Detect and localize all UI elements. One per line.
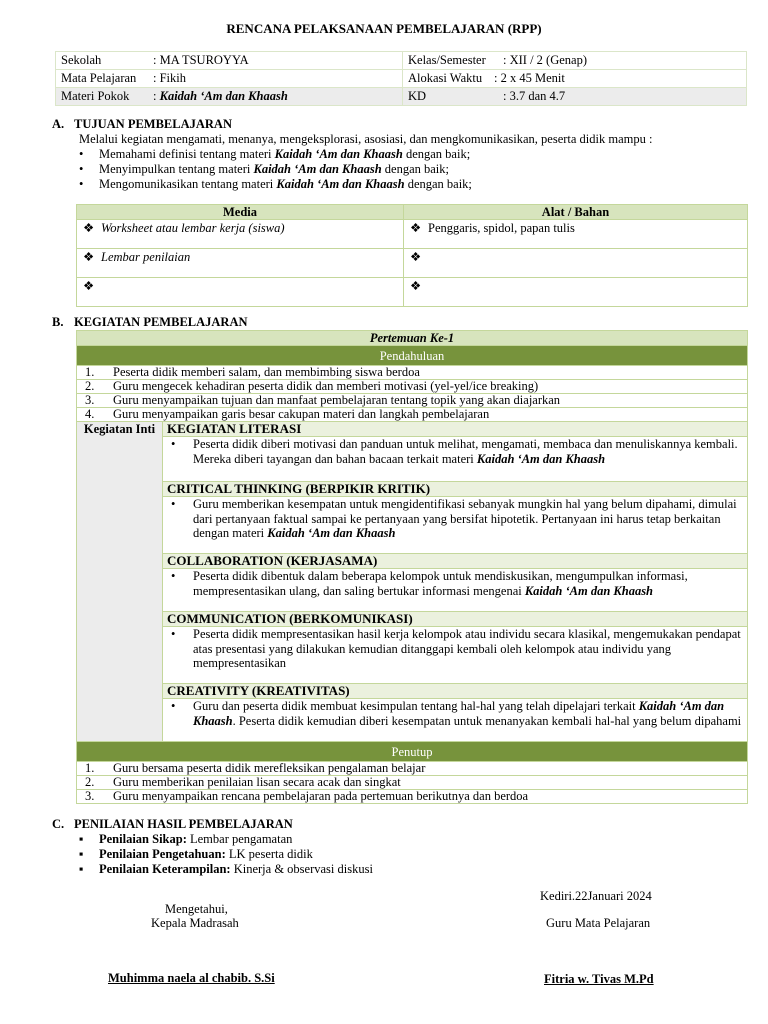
inti-section-title: KEGIATAN LITERASI: [163, 422, 748, 437]
media-row: [77, 278, 748, 307]
sekolah-value: : MA TSUROYYA: [153, 53, 249, 68]
bullet-icon: •: [79, 147, 84, 161]
assessment-item: ▪ Penilaian Pengetahuan: LK peserta didik: [79, 847, 313, 861]
objective-item: • Menyimpulkan tentang materi Kaidah ‘Am dan Khaash dengan baik;: [79, 162, 449, 176]
bullet-icon: •: [79, 162, 84, 176]
signature-right-role: Guru Mata Pelajaran: [546, 916, 651, 930]
signature-left-line2: Kepala Madrasah: [151, 916, 239, 930]
diamond-bullet-icon: ❖: [410, 250, 422, 265]
penutup-item: 1. Guru bersama peserta didik merefleksikan pengalaman belajar: [77, 762, 748, 776]
kelas-label: Kelas/Semester: [408, 53, 486, 68]
assessment-item: ▪ Penilaian Keterampilan: Kinerja & observasi diskusi: [79, 862, 373, 876]
pertemuan-label: Pertemuan Ke-1: [77, 331, 748, 346]
media-header: Media: [77, 205, 404, 220]
diamond-bullet-icon: ❖: [83, 250, 95, 265]
inti-section-body: • Peserta didik dibentuk dalam beberapa kelompok untuk mendiskusikan, mengumpulkan informasi, mempresentasikan ulang, dan saling bertukar informasi mengenai Kaidah ‘Am dan Khaash: [163, 569, 748, 612]
inti-section-body: • Guru memberikan kesempatan untuk mengidentifikasi sebanyak mungkin hal yang belum dipahami, dimulai dari pertanyaan faktual sampai ke pertanyaan yang bersifat hipotetik. Pertanyaan ini harus tetap berkaitan dengan materi Kaidah ‘Am dan Khaash: [163, 497, 748, 554]
inti-section-title: COMMUNICATION (BERKOMUNIKASI): [163, 612, 748, 627]
materi-value: Kaidah ‘Am dan Khaash: [159, 89, 288, 104]
inti-section-title: CREATIVITY (KREATIVITAS): [163, 684, 748, 699]
kd-value: : 3.7 dan 4.7: [503, 89, 566, 104]
bullet-icon: •: [171, 699, 176, 714]
section-a-intro: Melalui kegiatan mengamati, menanya, mengeksplorasi, asosiasi, dan mengkomunikasikan, peserta didik mampu :: [79, 132, 653, 146]
alat-header: Alat / Bahan: [404, 205, 748, 220]
sekolah-label: Sekolah: [61, 53, 102, 68]
section-c-heading: C. PENILAIAN HASIL PEMBELAJARAN: [52, 817, 293, 831]
media-item: Lembar penilaian: [101, 250, 191, 265]
mapel-label: Mata Pelajaran: [61, 71, 137, 86]
kegiatan-inti-label: Kegiatan Inti: [77, 422, 163, 742]
pendahuluan-item: 2. Guru mengecek kehadiran peserta didik dan memberi motivasi (yel-yel/ice breaking): [77, 380, 748, 394]
signature-left-line1: Mengetahui,: [165, 902, 228, 916]
identity-table: Sekolah : MA TSUROYYA Kelas/Semester : XII / 2 (Genap) Mata Pelajaran : Fikih Alokasi Waktu : 2 x 45 Menit Materi Pokok : Kaidah ‘Am dan Khaash KD : 3.7 dan 4.7: [55, 51, 747, 106]
mapel-value: : Fikih: [153, 71, 186, 86]
pendahuluan-item: 4. Guru menyampaikan garis besar cakupan materi dan langkah pembelajaran: [77, 408, 748, 422]
bullet-icon: •: [171, 437, 176, 452]
signature-date: Kediri.22Januari 2024: [540, 889, 652, 903]
objective-item: • Mengomunikasikan tentang materi Kaidah ‘Am dan Khaash dengan baik;: [79, 177, 472, 191]
media-row: [77, 220, 748, 249]
bullet-icon: •: [171, 569, 176, 584]
alokasi-value: : 2 x 45 Menit: [494, 71, 565, 86]
penutup-item: 2. Guru memberikan penilaian lisan secara acak dan singkat: [77, 776, 748, 790]
materi-label: Materi Pokok: [61, 89, 130, 104]
diamond-bullet-icon: ❖: [83, 221, 95, 236]
diamond-bullet-icon: ❖: [410, 221, 422, 236]
square-bullet-icon: ▪: [79, 862, 84, 876]
assessment-list: [79, 832, 739, 877]
pendahuluan-item: 3. Guru menyampaikan tujuan dan manfaat pembelajaran tentang topik yang akan diajarkan: [77, 394, 748, 408]
inti-section-body: • Peserta didik diberi motivasi dan panduan untuk melihat, mengamati, membaca dan menuliskannya kembali. Mereka diberi tayangan dan bahan bacaan terkait materi Kaidah ‘Am dan Khaash: [163, 437, 748, 482]
assessment-item: ▪ Penilaian Sikap: Lembar pengamatan: [79, 832, 293, 846]
pendahuluan-header: Pendahuluan: [77, 346, 748, 366]
document-title: RENCANA PELAKSANAAN PEMBELAJARAN (RPP): [226, 21, 542, 36]
alat-item: Penggaris, spidol, papan tulis: [428, 221, 575, 236]
alokasi-label: Alokasi Waktu: [408, 71, 483, 86]
kd-label: KD: [408, 89, 427, 104]
square-bullet-icon: ▪: [79, 832, 84, 846]
bullet-icon: •: [79, 177, 84, 191]
media-table: [76, 204, 748, 307]
activities-table: [76, 330, 748, 804]
pendahuluan-item: 1. Peserta didik memberi salam, dan membimbing siswa berdoa: [77, 366, 748, 380]
diamond-bullet-icon: ❖: [410, 279, 422, 294]
penutup-header: Penutup: [77, 742, 748, 762]
inti-section-title: COLLABORATION (KERJASAMA): [163, 554, 748, 569]
media-item: Worksheet atau lembar kerja (siswa): [101, 221, 285, 236]
objective-item: • Memahami definisi tentang materi Kaidah ‘Am dan Khaash dengan baik;: [79, 147, 471, 161]
penutup-item: 3. Guru menyampaikan rencana pembelajaran pada pertemuan berikutnya dan berdoa: [77, 790, 748, 804]
signature-left-name: Muhimma naela al chabib. S.Si: [108, 971, 275, 985]
section-a-heading: A. TUJUAN PEMBELAJARAN: [52, 117, 232, 131]
kelas-value: : XII / 2 (Genap): [503, 53, 587, 68]
square-bullet-icon: ▪: [79, 847, 84, 861]
inti-section-body: • Peserta didik mempresentasikan hasil kerja kelompok atau individu secara klasikal, mengemukakan pendapat atas presentasi yang dilakukan kemudian ditanggapi kembali oleh kelompok atau individu yang mempresentasikan: [163, 627, 748, 684]
inti-section-body: • Guru dan peserta didik membuat kesimpulan tentang hal-hal yang telah dipelajari terkait Kaidah ‘Am dan Khaash. Peserta didik kemudian diberi kesempatan untuk menanyakan kembali hal-hal yang belum dipahami: [163, 699, 748, 742]
objectives-list: [79, 147, 739, 192]
media-row: [77, 249, 748, 278]
diamond-bullet-icon: ❖: [83, 279, 95, 294]
bullet-icon: •: [171, 627, 176, 642]
inti-section-title: CRITICAL THINKING (BERPIKIR KRITIK): [163, 482, 748, 497]
bullet-icon: •: [171, 497, 176, 512]
signature-right-name: Fitria w. Tivas M.Pd: [544, 972, 654, 986]
section-b-heading: B. KEGIATAN PEMBELAJARAN: [52, 315, 248, 329]
